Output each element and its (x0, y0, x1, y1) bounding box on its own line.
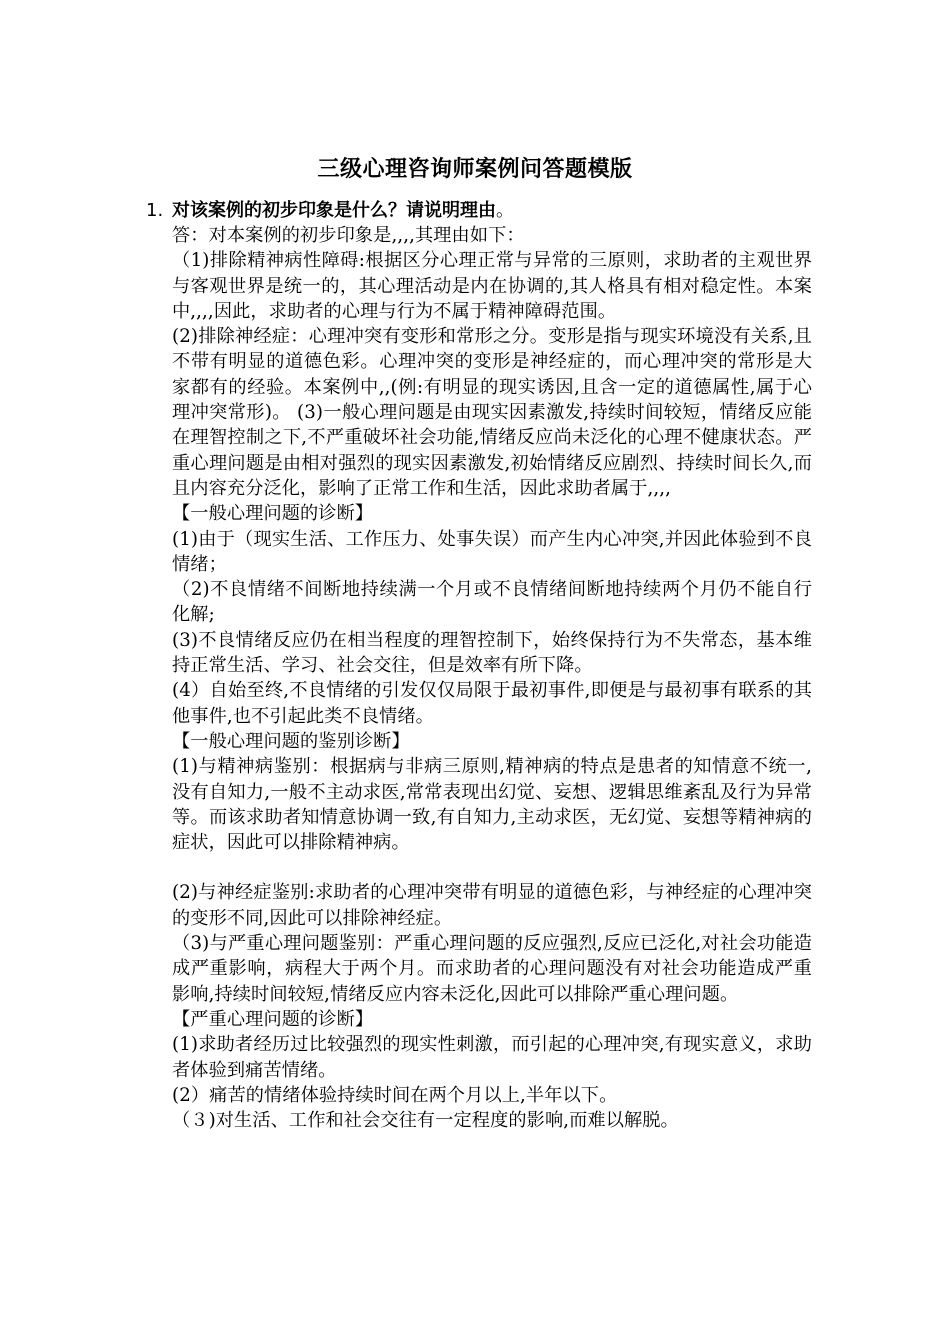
question-line (146, 199, 826, 223)
criterion-item: (1)求助者经历过比较强烈的现实性刺激，而引起的心理冲突,有现实意义，求助者体验到痛苦情绪。 (172, 1034, 812, 1081)
criterion-item: (2）痛苦的情绪体验持续时间在两个月以上,半年以下。 (172, 1084, 618, 1106)
answer-body (172, 223, 812, 1133)
question-suffix: 。 (496, 200, 514, 221)
question-number: 1. (146, 200, 164, 221)
differential-item: (1)与精神病鉴别：根据病与非病三原则,精神病的特点是患者的知情意不统一,没有自知力,一般不主动求医,常常表现出幻觉、妄想、逻辑思维紊乱及行为异常等。而该求助者知情意协调一致,有自知力,主动求医，无幻觉、妄想等精神病的症状，因此可以排除精神病。 (172, 756, 812, 854)
heading-general-diagnosis: 【一般心理问题的诊断】 (172, 503, 374, 525)
heading-severe-diagnosis: 【严重心理问题的诊断】 (172, 1008, 374, 1030)
blank-line (172, 855, 812, 880)
paragraph-exclude-neurosis: (2)排除神经症：心理冲突有变形和常形之分。变形是指与现实环境没有关系,且不带有明显的道德色彩。心理冲突的变形是神经症的，而心理冲突的常形是大家都有的经验。本案例中,,(例:有明显的现实诱因,且含一定的道德属性,属于心理冲突常形)。 (3)一般心理问题是由现实因素激发,持续时间较短，情绪反应能在理智控制之下,不严重破坏社会功能,情绪反应尚未泛化的心理不健康状态。严重心理问题是由相对强烈的现实因素激发,初始情绪反应剧烈、持续时间长久,而且内容充分泛化，影响了正常工作和生活，因此求助者属于,,,, (172, 326, 812, 499)
criterion-item: （2)不良情绪不间断地持续满一个月或不良情绪间断地持续两个月仍不能自行化解; (172, 579, 812, 626)
criterion-item: (4）自始至终,不良情绪的引发仅仅局限于最初事件,即便是与最初事有联系的其他事件,也不引起此类不良情绪。 (172, 680, 812, 727)
document-title: 三级心理咨询师案例问答题模版 (317, 157, 633, 182)
question-text: 对该案例的初步印象是什么？请说明理由 (172, 200, 496, 221)
paragraph-exclude-psychosis: （1)排除精神病性障碍:根据区分心理正常与异常的三原则，求助者的主观世界与客观世界是统一的，其心理活动是内在协调的,其人格具有相对稳定性。本案中,,,,因此，求助者的心理与行为不属于精神障碍范围。 (172, 250, 812, 322)
differential-item: （3)与严重心理问题鉴别：严重心理问题的反应强烈,反应已泛化,对社会功能造成严重影响，病程大于两个月。而求助者的心理问题没有对社会功能造成严重影响,持续时间较短,情绪反应内容未泛化,因此可以排除严重心理问题。 (172, 933, 812, 1005)
criterion-item: (1)由于（现实生活、工作压力、处事失误）而产生内心冲突,并因此体验到不良情绪； (172, 528, 812, 575)
heading-differential-diagnosis: 【一般心理问题的鉴别诊断】 (172, 730, 410, 752)
criterion-item: (3)不良情绪反应仍在相当程度的理智控制下，始终保持行为不失常态，基本维持正常生活、学习、社会交往，但是效率有所下降。 (172, 629, 812, 677)
answer-intro: 答：对本案例的初步印象是,,,,其理由如下： (172, 225, 525, 246)
criterion-item: （３)对生活、工作和社会交往有一定程度的影响,而难以解脱。 (172, 1110, 679, 1132)
differential-item: (2)与神经症鉴别:求助者的心理冲突带有明显的道德色彩，与神经症的心理冲突的变形不同,因此可以排除神经症。 (172, 882, 812, 929)
